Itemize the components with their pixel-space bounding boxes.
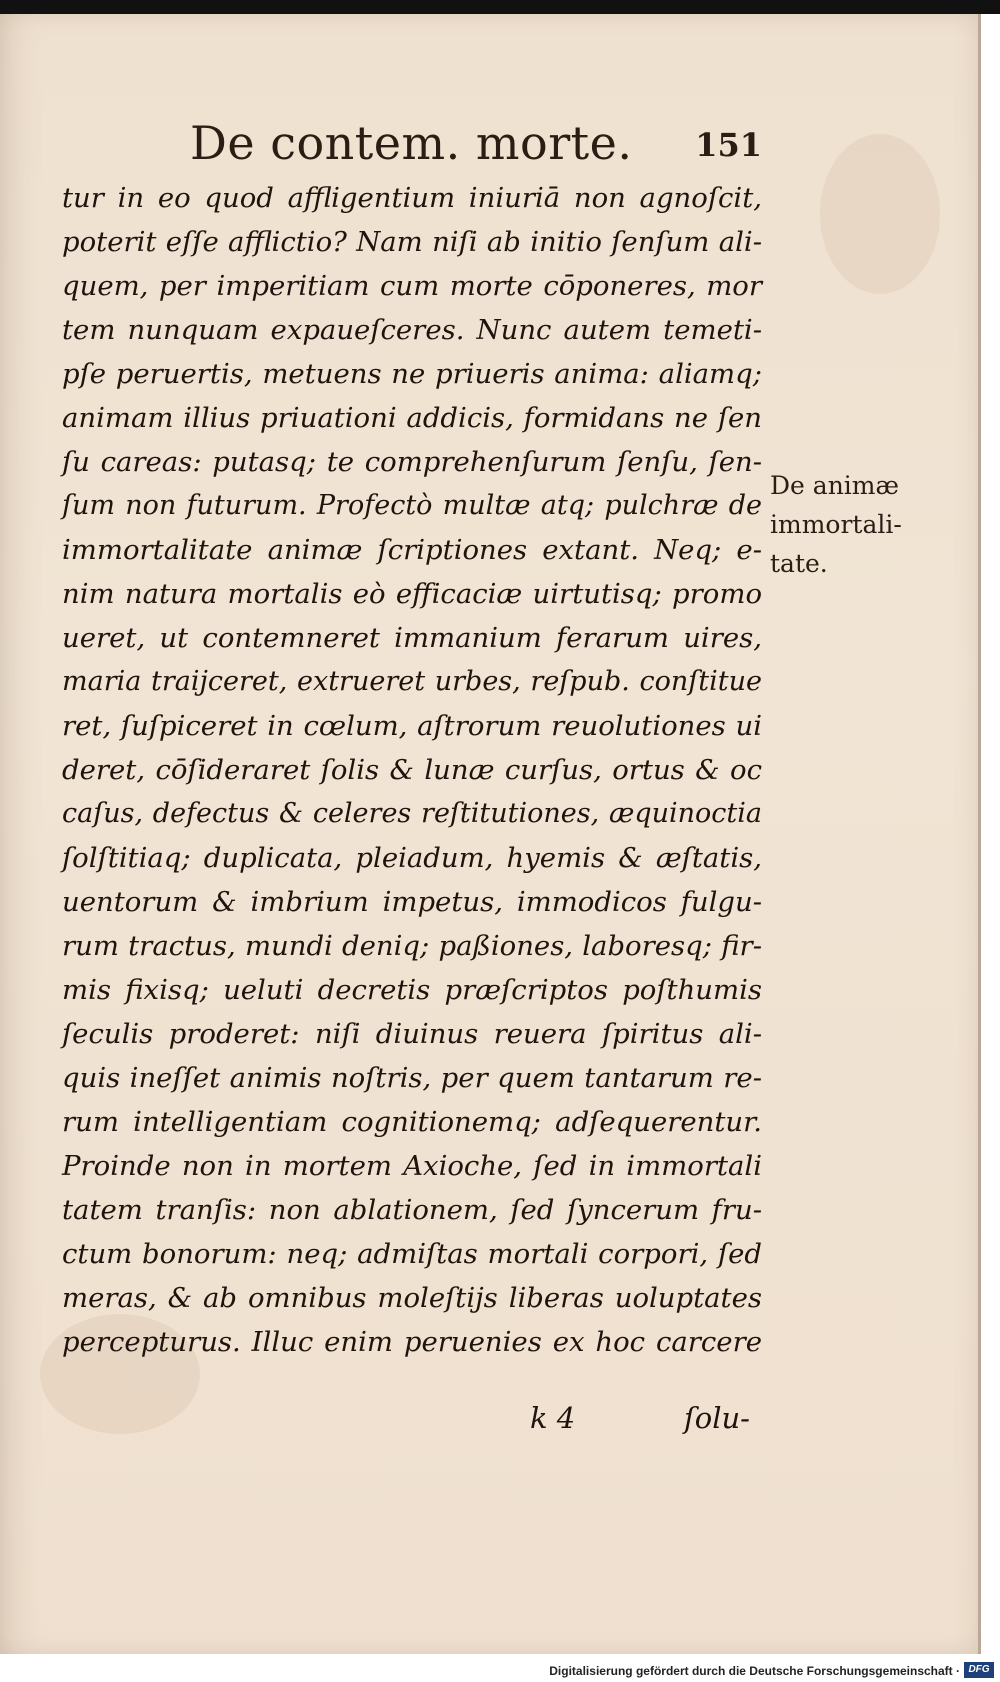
text-line: deret, cōſideraret ſolis & lunæ curſus, ortus & oc [62, 754, 762, 786]
marginal-note [770, 466, 940, 583]
scan-top-edge [0, 0, 1000, 14]
text-line: tur in eo quod affligentium iniuriā non agnoſcit, [62, 182, 762, 214]
text-line: ueret, ut contemneret immanium ferarum uires, [62, 622, 762, 654]
text-line: ſeculis proderet: niſi diuinus reuera ſpiritus ali- [62, 1018, 762, 1050]
text-line: tatem tranſis: non ablationem, ſed ſyncerum fru- [62, 1194, 762, 1226]
text-line: meras, & ab omnibus moleſtijs liberas uoluptates [62, 1282, 762, 1314]
page-header [190, 113, 762, 173]
text-line: quis ineſſet animis noſtris, per quem tantarum re- [62, 1062, 762, 1094]
dfg-logo: DFG [964, 1662, 994, 1678]
text-line: percepturus. Illuc enim peruenies ex hoc carcere [62, 1326, 762, 1358]
catchword: ſolu- [684, 1401, 750, 1435]
text-line: ctum bonorum: neq; admiſtas mortali corpori, ſed [62, 1238, 762, 1270]
running-title: De contem. morte. [190, 116, 633, 170]
text-line: ret, ſuſpiceret in cœlum, aſtrorum reuolutiones ui [62, 710, 762, 742]
body-text [62, 176, 762, 1364]
text-line: rum intelligentiam cognitionemq; adſequerentur. [62, 1106, 762, 1138]
text-line: quem, per imperitiam cum morte cōponeres, mor [62, 270, 762, 302]
text-line: nim natura mortalis eò efficaciæ uirtutisq; promo [62, 578, 762, 610]
text-line: mis fixisq; ueluti decretis præſcriptos poſthumis [62, 974, 762, 1006]
marginal-note-line: tate. [770, 549, 828, 578]
text-line: maria traijceret, extrueret urbes, reſpub. conſtitue [62, 666, 762, 697]
text-line: pſe peruertis, metuens ne priueris anima: aliamq; [62, 358, 762, 390]
text-line: tem nunquam expaueſceres. Nunc autem temeti- [62, 314, 762, 346]
text-line: poterit eſſe afflictio? Nam niſi ab initio ſenſum ali- [62, 226, 762, 258]
digitization-credit: Digitalisierung gefördert durch die Deutsche Forschungsgemeinschaft · [549, 1664, 960, 1678]
text-line: animam illius priuationi addicis, formidans ne ſen [62, 402, 762, 434]
text-line: uentorum & imbrium impetus, immodicos fulgu- [62, 886, 762, 918]
text-line: immortalitate animæ ſcriptiones extant. Neq; e- [62, 534, 762, 566]
text-line: ſum non futurum. Profectò multæ atq; pulchræ de [62, 490, 762, 521]
text-line: ſu careas: putasq; te comprehenſurum ſenſu, ſen- [62, 446, 762, 478]
text-line: caſus, defectus & celeres reſtitutiones, æquinoctia [62, 798, 762, 829]
text-line: ſolſtitiaq; duplicata, pleiadum, hyemis & æſtatis, [62, 842, 762, 874]
page-number: 151 [695, 126, 762, 164]
text-line: rum tractus, mundi deniq; paßiones, laboresq; fir- [62, 930, 762, 962]
marginal-note-line: De animæ [770, 471, 899, 500]
signature-mark: k 4 [530, 1401, 576, 1435]
digitization-credit-bar [0, 1660, 1000, 1682]
text-line: Proinde non in mortem Axioche, ſed in immortali [62, 1150, 762, 1182]
paper-stain [820, 134, 940, 294]
marginal-note-line: immortali- [770, 510, 902, 539]
